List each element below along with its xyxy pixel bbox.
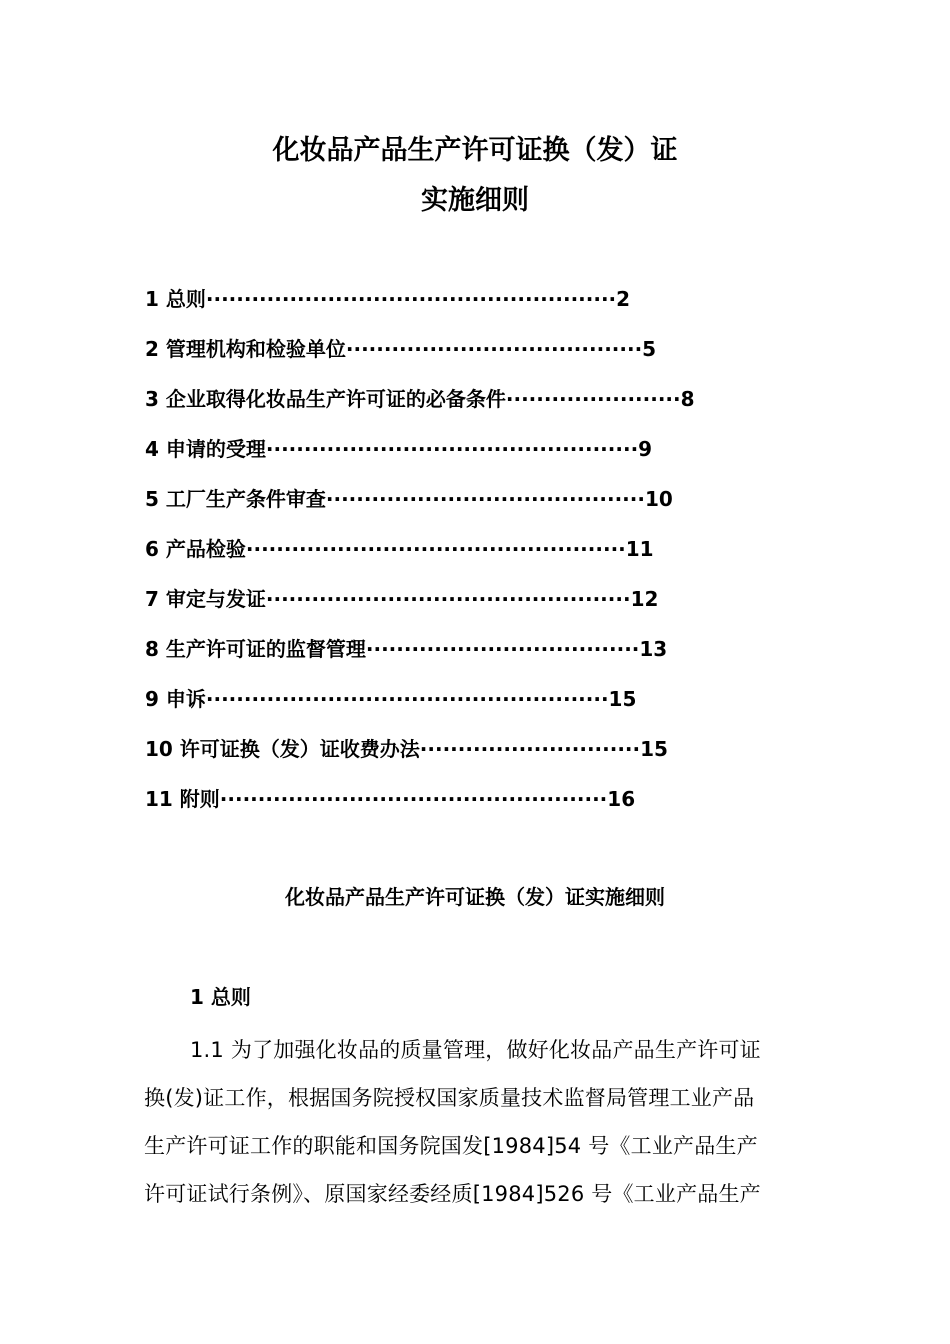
toc-entry-text: 9 申诉·····················································15 (145, 687, 637, 711)
paragraph-line: 换(发)证工作，根据国务院授权国家质量技术监督局管理工业产品 (144, 1086, 755, 1110)
toc-entry[interactable] (145, 784, 845, 834)
document-title-line-1: 化妆品产品生产许可证换（发）证 (272, 135, 678, 166)
body-title: 化妆品产品生产许可证换（发）证实施细则 (285, 885, 665, 909)
document-title-line-2: 实施细则 (421, 185, 529, 216)
toc-entry-text: 8 生产许可证的监督管理····································13 (145, 637, 668, 661)
toc-entry[interactable] (145, 334, 845, 384)
toc-entry[interactable] (145, 684, 845, 734)
toc-entry-text: 10 许可证换（发）证收费办法·····························15 (145, 737, 668, 761)
toc-entry[interactable] (145, 284, 845, 334)
paragraph-line: 许可证试行条例》、原国家经委经质[1984]526 号《工业产品生产 (144, 1182, 761, 1206)
toc-entry[interactable] (145, 534, 845, 584)
toc-entry[interactable] (145, 484, 845, 534)
toc-entry[interactable] (145, 434, 845, 484)
paragraph-line: 1.1 为了加强化妆品的质量管理，做好化妆品产品生产许可证 (190, 1038, 761, 1062)
section-heading: 1 总则 (190, 985, 251, 1009)
toc-entry-text: 4 申请的受理·················································9 (145, 437, 653, 461)
table-of-contents (145, 284, 845, 834)
toc-entry-text: 3 企业取得化妆品生产许可证的必备条件·······················8 (145, 387, 695, 411)
toc-entry[interactable] (145, 384, 845, 434)
toc-entry-text: 6 产品检验··················································11 (145, 537, 654, 561)
toc-entry-text: 11 附则···················································16 (145, 787, 636, 811)
paragraph-line: 生产许可证工作的职能和国务院国发[1984]54 号《工业产品生产 (144, 1134, 758, 1158)
toc-entry[interactable] (145, 584, 845, 634)
toc-entry-text: 1 总则······················································2 (145, 287, 631, 311)
toc-entry[interactable] (145, 734, 845, 784)
toc-entry[interactable] (145, 634, 845, 684)
toc-entry-text: 7 审定与发证················································12 (145, 587, 659, 611)
body-paragraph (144, 1026, 808, 1218)
toc-entry-text: 5 工厂生产条件审查··········································10 (145, 487, 673, 511)
toc-entry-text: 2 管理机构和检验单位·······································5 (145, 337, 657, 361)
